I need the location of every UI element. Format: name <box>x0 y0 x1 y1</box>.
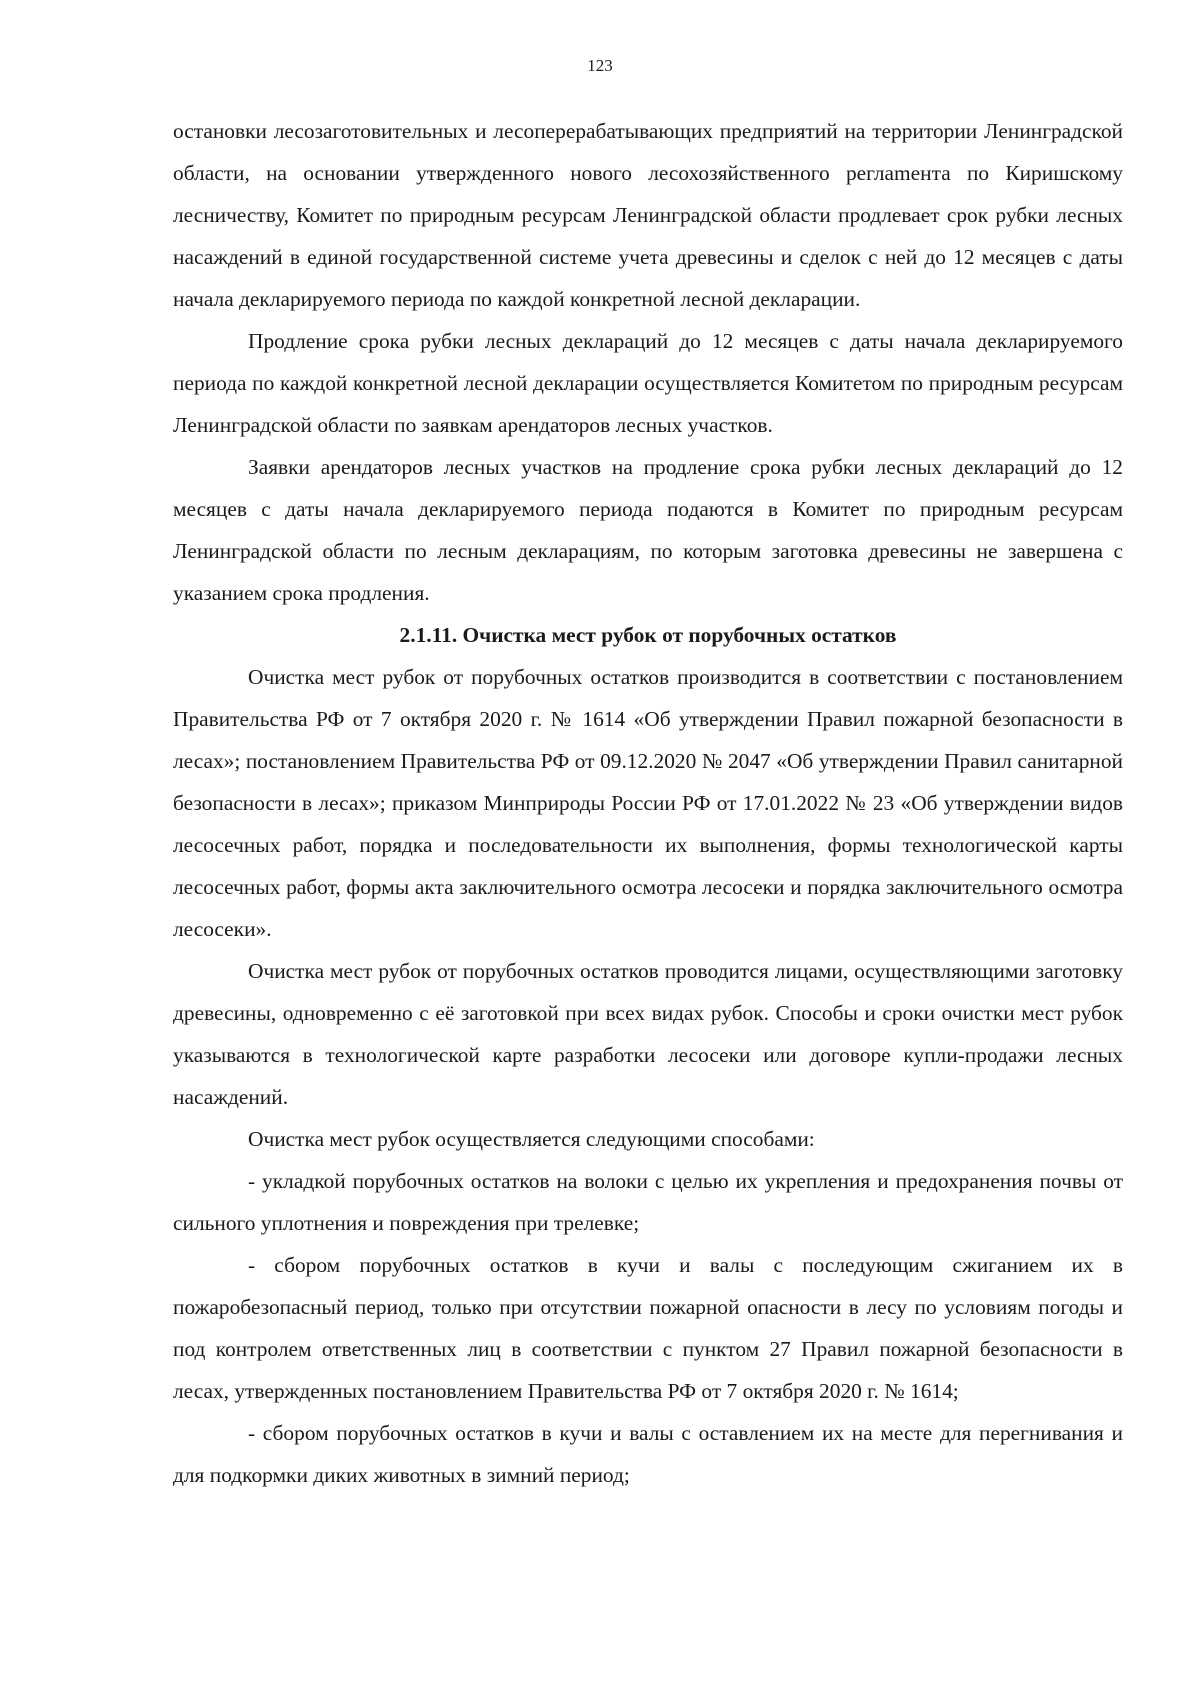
paragraph-continuation: остановки лесозаготовительных и лесоперерабатывающих предприятий на территории Ленинградской области, на основании утвержденного нового лесохозяйственного реглаmента по Киришскому лесничеству, Комитет по природным ресурсам Ленинградской области продлевает срок рубки лесных насаждений в единой государственной системе учета древесины и сделок с ней до 12 месяцев с даты начала декларируемого периода по каждой конкретной лесной декларации. <box>173 119 1123 311</box>
paragraph-lessee-applications: Заявки арендаторов лесных участков на продление срока рубки лесных деклараций до 12 месяцев с даты начала декларируемого периода подаются в Комитет по природным ресурсам Ленинградской области по лесным декларациям, по которым заготовка древесины не завершена с указанием срока продления. <box>173 455 1123 605</box>
paragraph-cleanup-responsibility: Очистка мест рубок от порубочных остатков проводится лицами, осуществляющими заготовку древесины, одновременно с её заготовкой при всех видах рубок. Способы и сроки очистки мест рубок указываются в технологической карте разработки лесосеки или договоре купли-продажи лесных насаждений. <box>173 959 1123 1109</box>
paragraph-extension-procedure: Продление срока рубки лесных деклараций до 12 месяцев с даты начала декларируемого периода по каждой конкретной лесной декларации осуществляется Комитетом по природным ресурсам Ленинградской области по заявкам арендаторов лесных участков. <box>173 329 1123 437</box>
paragraph-methods-intro: Очистка мест рубок осуществляется следующими способами: <box>248 1127 815 1151</box>
document-body <box>173 110 1123 1496</box>
section-heading: 2.1.11. Очистка мест рубок от порубочных остатков <box>399 623 897 647</box>
paragraph-regulations: Очистка мест рубок от порубочных остатков производится в соответствии с постановлением Правительства РФ от 7 октября 2020 г. № 1614 «Об утверждении Правил пожарной безопасности в лесах»; постановлением Правительства РФ от 09.12.2020 № 2047 «Об утверждении Правил санитарной безопасности в лесах»; приказом Минприроды России РФ от 17.01.2022 № 23 «Об утверждении видов лесосечных работ, порядка и последовательности их выполнения, формы технологической карты лесосечных работ, формы акта заключительного осмотра лесосеки и порядка заключительного осмотра лесосеки». <box>173 665 1123 941</box>
list-item-method-1: - укладкой порубочных остатков на волоки с целью их укрепления и предохранения почвы от сильного уплотнения и повреждения при трелевке; <box>173 1169 1123 1235</box>
list-item-method-3: - сбором порубочных остатков в кучи и валы с оставлением их на месте для перегнивания и для подкормки диких животных в зимний период; <box>173 1421 1123 1487</box>
list-item-method-2: - сбором порубочных остатков в кучи и валы с последующим сжиганием их в пожаробезопасный период, только при отсутствии пожарной опасности в лесу по условиям погоды и под контролем ответственных лиц в соответствии с пунктом 27 Правил пожарной безопасности в лесах, утвержденных постановлением Правительства РФ от 7 октября 2020 г. № 1614; <box>173 1253 1123 1403</box>
page-number: 123 <box>587 56 613 75</box>
